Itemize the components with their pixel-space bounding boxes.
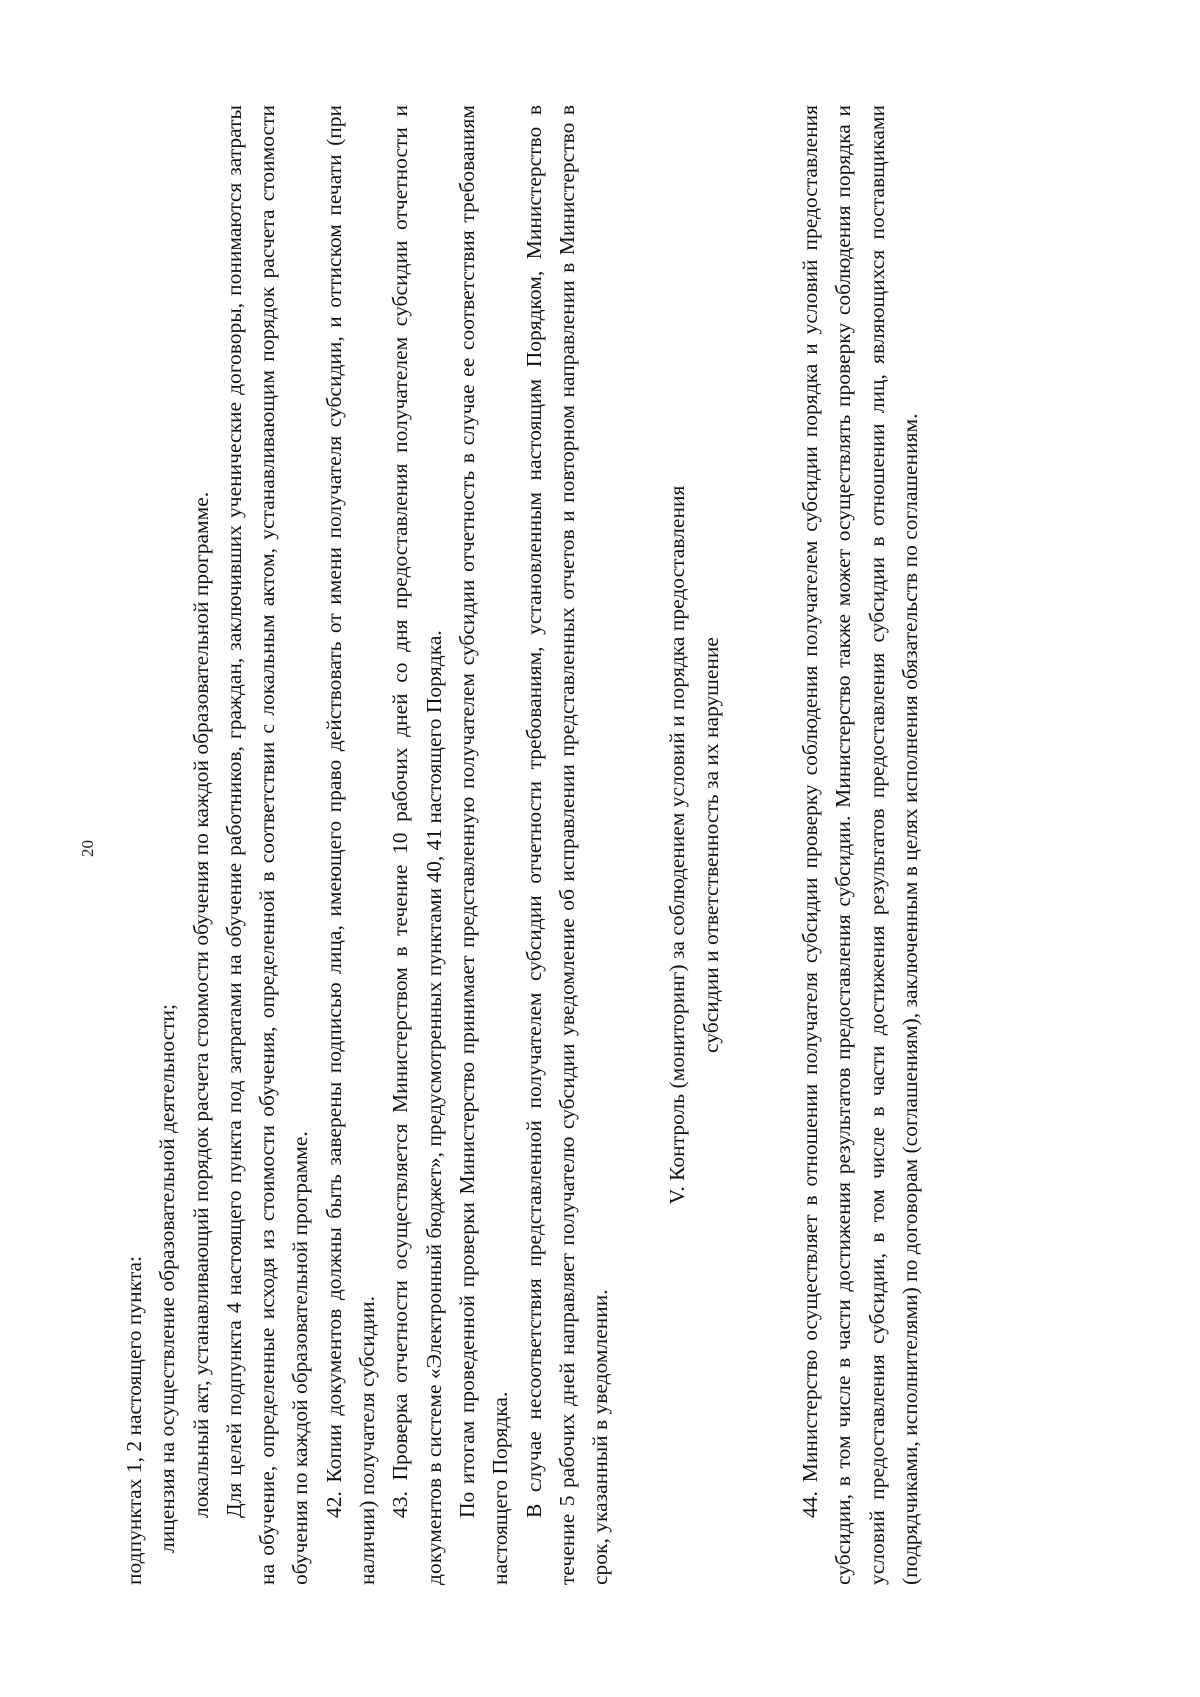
- section-heading-line: субсидии и ответственность за их нарушение: [698, 637, 723, 1053]
- paragraph: подпунктах 1, 2 настоящего пункта:: [122, 1256, 146, 1585]
- paragraph: 44. Министерство осуществляет в отношении получателя субсидии проверку соблюдения получателем субсидии порядка и условий предоставления субсидии, в том числе в части достижения результатов предоставления субсидии. Министерство также может осуществлять проверку соблюдения порядка и условий предоставления субсидии, в том числе в части достижения результатов предоставления субсидии в отношении лиц, являющихся поставщиками (подрядчиками, исполнителями) по договорам (соглашениям), заключенным в целях исполнения обязательств по соглашениям.: [798, 105, 922, 1585]
- paragraph: 42. Копии документов должны быть заверены подписью лица, имеющего право действовать от имени получателя субсидии, и оттиском печати (при наличии) получателя субсидии.: [321, 105, 380, 1585]
- paragraph: Для целей подпункта 4 настоящего пункта под затратами на обучение работников, граждан, заключивших ученические договоры, понимаются затраты на обучение, определенные исходя из стоимости обучения, определенной в соответствии с локальным актом, устанавливающим порядок расчета стоимости обучения по каждой образовательной программе.: [221, 105, 313, 1585]
- paragraph: локальный акт, устанавливающий порядок расчета стоимости обучения по каждой образовательной программе.: [188, 491, 213, 1518]
- document-body: [118, 105, 927, 1585]
- paragraph: По итогам проведенной проверки Министерство принимает представленную получателем субсидии отчетность в случае ее соответствия требованиям настоящего Порядка.: [454, 105, 513, 1585]
- paragraph: 43. Проверка отчетности осуществляется Министерством в течение 10 рабочих дней со дня предоставления получателем субсидии отчетности и документов в системе «Электронный бюджет», предусмотренных пунктами 40, 41 настоящего Порядка.: [388, 105, 446, 1585]
- section-heading: [661, 105, 728, 1585]
- spacer: [728, 105, 794, 1585]
- spacer: [617, 105, 639, 1585]
- page-number: 20: [78, 840, 97, 857]
- paragraph: В случае несоответствия представленной получателем субсидии отчетности требованиям, установленным настоящим Порядком, Министерство в течение 5 рабочих дней направляет получателю субсидии уведомление об исправлении представленных отчетов и повторном направлении в Министерство в срок, указанный в уведомлении.: [521, 105, 613, 1585]
- section-heading-line: V. Контроль (мониторинг) за соблюдением условий и порядка предоставления: [665, 485, 690, 1205]
- paragraph: лицензия на осуществление образовательной деятельности;: [155, 1003, 180, 1553]
